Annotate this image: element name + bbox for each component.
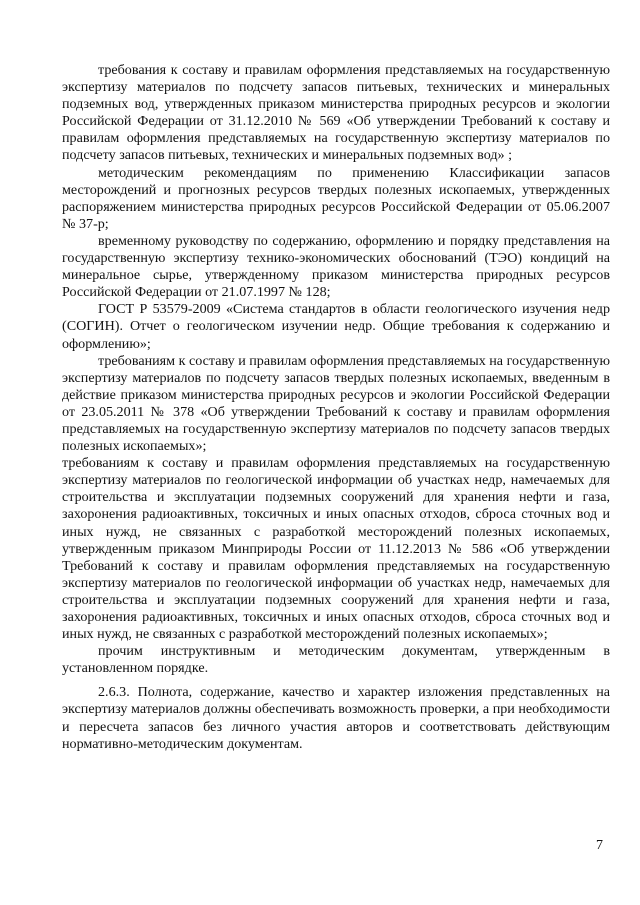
document-page: [62, 62, 610, 753]
paragraph-teo-guidance: временному руководству по содержанию, оформлению и порядку представления на государственную экспертизу технико-экономических обоснований (ТЭО) кондиций на минеральное сырье, утвержденному приказом министерства природных ресурсов Российской Федерации от 21.07.1997 № 128;: [62, 232, 610, 301]
paragraph-other-documents: прочим инструктивным и методическим документам, утвержденным в установленном порядке.: [62, 643, 610, 677]
paragraph-classification-guidelines: методическим рекомендациям по применению Классификации запасов месторождений и прогнозных ресурсов твердых полезных ископаемых, утвержденных распоряжением министерства природных ресурсов Российской Федерации от 05.06.2007 № 37-р;: [62, 164, 610, 232]
paragraph-gost-standard: ГОСТ Р 53579-2009 «Система стандартов в области геологического изучения недр (СОГИН). Отчет о геологическом изучении недр. Общие требования к содержанию и оформлению»;: [62, 301, 610, 352]
paragraph-solid-minerals-requirements: требованиям к составу и правилам оформления представляемых на государственную экспертизу материалов по подсчету запасов твердых полезных ископаемых, введенным в действие приказом министерства природных ресурсов и экологии Российской Федерации от 23.05.2011 № 378 «Об утверждении Требований к составу и правилам оформления представляемых на государственную экспертизу материалов по подсчету запасов твердых полезных ископаемых»;: [62, 352, 611, 455]
paragraph-underground-facilities-requirements: требованиям к составу и правилам оформления представляемых на государственную экспертизу материалов по геологической информации об участках недр, намечаемых для строительства и эксплуатации подземных сооружений для хранения нефти и газа, захоронения радиоактивных, токсичных и иных опасных отходов, сброса сточных вод и иных нужд, не связанных с разработкой месторождений полезных ископаемых, утвержденным приказом Минприроды России от 11.12.2013 № 586 «Об утверждении Требований к составу и правилам оформления представляемых на государственную экспертизу материалов по геологической информации об участках недр, намечаемых для строительства и эксплуатации подземных сооружений для хранения нефти и газа, захоронения радиоактивных, токсичных и иных опасных отходов, сброса сточных вод и иных нужд, не связанных с разработкой месторождений полезных ископаемых»;: [62, 455, 610, 643]
paragraph-section-2-6-3: 2.6.3. Полнота, содержание, качество и характер изложения представленных на экспертизу материалов должны обеспечивать возможность проверки, а при необходимости и пересчета запасов без личного участия авторов и соответствовать действующим нормативно-методическим документам.: [62, 684, 610, 752]
paragraph-groundwater-requirements: требования к составу и правилам оформления представляемых на государственную экспертизу материалов по подсчету запасов питьевых, технических и минеральных подземных вод, утвержденных приказом министерства природных ресурсов и экологии Российской Федерации от 31.12.2010 № 569 «Об утверждении Требований к составу и правилам оформления представляемых на государственную экспертизу материалов по подсчету запасов питьевых, технических и минеральных подземных вод» ;: [62, 62, 610, 164]
page-number: 7: [596, 838, 603, 853]
